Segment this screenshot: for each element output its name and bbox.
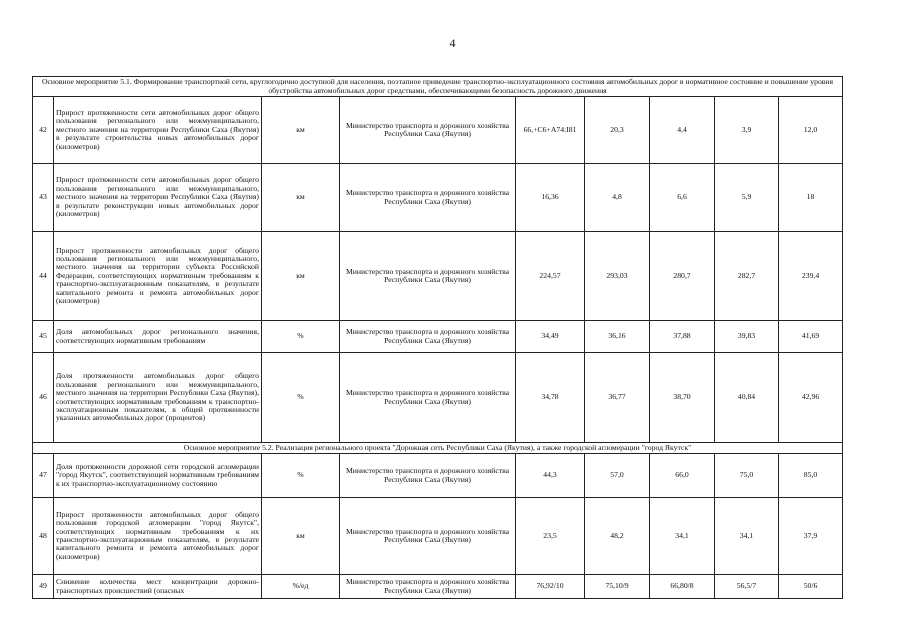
unit-cell: % <box>262 321 340 353</box>
value-cell: 66,+C6+A74:I81 <box>516 97 585 164</box>
value-cell: 34,1 <box>650 498 715 575</box>
row-number: 48 <box>33 498 54 575</box>
executor-cell: Министерство транспорта и дорожного хозяйства Республики Саха (Якутия) <box>340 353 516 443</box>
value-cell: 34,49 <box>516 321 585 353</box>
value-cell: 6,6 <box>650 164 715 232</box>
table-row <box>33 164 843 232</box>
section-row-5-1 <box>33 77 843 97</box>
row-number: 49 <box>33 575 54 599</box>
table-row <box>33 97 843 164</box>
indicator-name: Доля протяженности автомобильных дорог общего пользования регионального или межмуниципального, местного значения на территории Республики Саха (Якутия), соответствующих нормативным требованиям к транспортно-эксплуатационным показателям, в общей протяженности указанных автомобильных дорог (процентов) <box>54 353 262 443</box>
value-cell: 224,57 <box>516 232 585 321</box>
executor-cell: Министерство транспорта и дорожного хозяйства Республики Саха (Якутия) <box>340 575 516 599</box>
value-cell: 4,8 <box>585 164 650 232</box>
row-number: 42 <box>33 97 54 164</box>
unit-cell: %/ед <box>262 575 340 599</box>
indicator-name: Прирост протяженности сети автомобильных дорог общего пользования регионального или межмуниципального, местного значения на территории Республики Саха (Якутия) в результате реконструкции новых автомобильных дорог (километров) <box>54 164 262 232</box>
row-number: 47 <box>33 454 54 498</box>
value-cell: 239,4 <box>779 232 843 321</box>
unit-cell: км <box>262 97 340 164</box>
unit-cell: км <box>262 164 340 232</box>
indicator-name: Прирост протяженности автомобильных дорог общего пользования регионального или межмуниципального, местного значения на территории субъекта Российской Федерации, соответствующих нормативным требованиям к транспортно-эксплуатационным показателям, в результате капитального ремонта и ремонта автомобильных дорог (километров) <box>54 232 262 321</box>
value-cell: 20,3 <box>585 97 650 164</box>
table-row <box>33 321 843 353</box>
unit-cell: % <box>262 353 340 443</box>
unit-cell: км <box>262 232 340 321</box>
row-number: 43 <box>33 164 54 232</box>
value-cell: 280,7 <box>650 232 715 321</box>
value-cell: 85,0 <box>779 454 843 498</box>
indicator-name: Прирост протяженности автомобильных дорог общего пользования городской агломерации "город Якутск", соответствующих нормативным требованиям к их транспортно-эксплуатационным показателям, в результате капитального ремонта и ремонта автомобильных дорог (километров) <box>54 498 262 575</box>
value-cell: 3,9 <box>715 97 779 164</box>
table-row <box>33 498 843 575</box>
value-cell: 4,4 <box>650 97 715 164</box>
value-cell: 75,10/9 <box>585 575 650 599</box>
value-cell: 18 <box>779 164 843 232</box>
value-cell: 75,0 <box>715 454 779 498</box>
value-cell: 37,88 <box>650 321 715 353</box>
table-row <box>33 232 843 321</box>
table-row <box>33 575 843 599</box>
section-row-5-2 <box>33 443 843 454</box>
value-cell: 66,80/8 <box>650 575 715 599</box>
unit-cell: км <box>262 498 340 575</box>
row-number: 46 <box>33 353 54 443</box>
row-number: 44 <box>33 232 54 321</box>
value-cell: 12,0 <box>779 97 843 164</box>
value-cell: 39,83 <box>715 321 779 353</box>
value-cell: 282,7 <box>715 232 779 321</box>
value-cell: 44,3 <box>516 454 585 498</box>
value-cell: 66,0 <box>650 454 715 498</box>
value-cell: 5,9 <box>715 164 779 232</box>
value-cell: 76,92/10 <box>516 575 585 599</box>
value-cell: 16,36 <box>516 164 585 232</box>
value-cell: 38,70 <box>650 353 715 443</box>
table-row <box>33 454 843 498</box>
indicator-name: Доля протяженности дорожной сети городской агломерации "город Якутск", соответствующей нормативным требованиям к их транспортно-эксплуатационному состоянию <box>54 454 262 498</box>
value-cell: 57,0 <box>585 454 650 498</box>
value-cell: 56,5/7 <box>715 575 779 599</box>
value-cell: 37,9 <box>779 498 843 575</box>
unit-cell: % <box>262 454 340 498</box>
value-cell: 41,69 <box>779 321 843 353</box>
indicators-table <box>32 76 843 599</box>
page-number: 4 <box>449 36 456 50</box>
section-title: Основное мероприятие 5.2. Реализация регионального проекта "Дорожная сеть Республики Саха (Якутия), а также городской агломерации "город Якутск" <box>33 443 843 454</box>
value-cell: 50/6 <box>779 575 843 599</box>
value-cell: 42,96 <box>779 353 843 443</box>
value-cell: 34,78 <box>516 353 585 443</box>
value-cell: 36,16 <box>585 321 650 353</box>
section-title: Основное мероприятие 5.1. Формирование транспортной сети, круглогодично доступной для населения, поэтапное приведение транспортно-эксплуатационного состояния автомобильных дорог в нормативное состояние и повышение уровня обустройства автомобильных дорог средствами, обеспечивающими безопасность дорожного движения <box>33 77 843 97</box>
table-row <box>33 353 843 443</box>
value-cell: 23,5 <box>516 498 585 575</box>
executor-cell: Министерство транспорта и дорожного хозяйства Республики Саха (Якутия) <box>340 498 516 575</box>
indicator-name: Доля автомобильных дорог регионального значения, соответствующих нормативным требованиям <box>54 321 262 353</box>
value-cell: 34,1 <box>715 498 779 575</box>
value-cell: 36,77 <box>585 353 650 443</box>
indicator-name: Прирост протяженности сети автомобильных дорог общего пользования регионального или межмуниципального, местного значения на территории Республики Саха (Якутия) в результате строительства новых автомобильных дорог (километров) <box>54 97 262 164</box>
executor-cell: Министерство транспорта и дорожного хозяйства Республики Саха (Якутия) <box>340 454 516 498</box>
value-cell: 40,84 <box>715 353 779 443</box>
executor-cell: Министерство транспорта и дорожного хозяйства Республики Саха (Якутия) <box>340 97 516 164</box>
indicator-name: Снижение количества мест концентрации дорожно-транспортных происшествий (опасных <box>54 575 262 599</box>
row-number: 45 <box>33 321 54 353</box>
executor-cell: Министерство транспорта и дорожного хозяйства Республики Саха (Якутия) <box>340 232 516 321</box>
value-cell: 48,2 <box>585 498 650 575</box>
executor-cell: Министерство транспорта и дорожного хозяйства Республики Саха (Якутия) <box>340 164 516 232</box>
value-cell: 293,03 <box>585 232 650 321</box>
executor-cell: Министерство транспорта и дорожного хозяйства Республики Саха (Якутия) <box>340 321 516 353</box>
